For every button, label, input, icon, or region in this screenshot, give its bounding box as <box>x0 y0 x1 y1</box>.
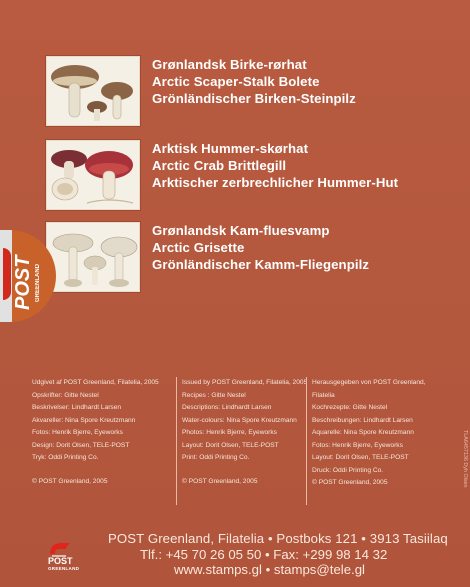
credit-line: Opskrifter: Gitte Nestel <box>32 391 99 399</box>
badge-post-text: POST <box>12 255 34 310</box>
badge-greenland-text: GREENLAND <box>35 263 41 302</box>
credits-english <box>176 377 308 505</box>
copyright-line: © POST Greenland, 2005 <box>312 479 388 486</box>
crab-brittlegill-illustration <box>46 140 140 210</box>
credit-line: Udgivet af POST Greenland, Filatelia, 2005 <box>32 379 159 386</box>
name-english: Arctic Scaper-Stalk Bolete <box>152 74 320 89</box>
footer-address: POST Greenland, Filatelia • Postboks 121 • 3913 Tasiilaq <box>108 531 448 546</box>
credit-line: Layout: Dorit Olsen, TELE-POST <box>312 454 409 461</box>
credit-line: Druck: Oddi Printing Co. <box>312 466 384 474</box>
credit-line: Design: Dorit Olsen, TELE-POST <box>32 441 130 449</box>
name-german: Arktischer zerbrechlicher Hummer-Hut <box>152 175 399 190</box>
credit-line: Recipes : Gitte Nestel <box>182 391 246 399</box>
credit-line: Layout: Dorit Olsen, TELE-POST <box>182 441 279 449</box>
credit-line: Aquarelle: Nina Spore Kreutzmann <box>312 429 414 436</box>
name-english: Arctic Crab Brittlegill <box>152 158 287 173</box>
grisette-names <box>152 222 462 273</box>
copyright-line: © POST Greenland, 2005 <box>182 477 258 485</box>
credit-line: Photos: Henrik Bjerre, Eyeworks <box>182 429 277 436</box>
birch-bolete-names <box>152 56 462 107</box>
crab-brittlegill-names <box>152 140 462 191</box>
name-english: Arctic Grisette <box>152 240 245 255</box>
credits-section <box>26 377 446 505</box>
logo-post-text: POST <box>48 556 73 566</box>
footer-web-email: www.stamps.gl • stamps@tele.gl <box>174 562 365 577</box>
mushroom-entry-grisette <box>46 222 376 292</box>
credit-line: Beschreibungen: Lindhardt Larsen <box>312 416 413 424</box>
credit-line: Filatelia <box>312 391 335 399</box>
print-code: TLA6457136 Dyh Olsen <box>462 430 468 488</box>
logo-greenland-text: GREENLAND <box>48 566 80 571</box>
credits-german <box>306 377 445 505</box>
credit-line: Herausgegeben von POST Greenland, <box>312 379 426 386</box>
name-german: Grönländischer Kamm-Fliegenpilz <box>152 257 370 272</box>
mushroom-entry-crab-brittlegill <box>46 140 399 210</box>
credits-danish <box>32 377 176 505</box>
credit-line: Kochrezepte: Gitte Nestel <box>312 404 388 411</box>
grisette-illustration <box>46 222 140 292</box>
credit-line: Akvareller: Nina Spore Kreutzmann <box>32 416 136 424</box>
birch-bolete-illustration <box>46 56 140 126</box>
credit-line: Beskrivelser: Lindhardt Larsen <box>32 404 122 411</box>
credit-line: Issued by POST Greenland, Filatelia, 2005 <box>182 379 308 386</box>
credit-line: Tryk: Oddi Printing Co. <box>32 454 99 461</box>
badge-ribbon-red <box>3 248 11 300</box>
contact-footer <box>108 531 448 578</box>
copyright-line: © POST Greenland, 2005 <box>32 477 108 485</box>
name-danish: Arktisk Hummer-skørhat <box>152 141 309 156</box>
footer-phone-fax: Tlf.: +45 70 26 05 50 • Fax: +299 98 14 32 <box>140 546 388 562</box>
name-danish: Grønlandsk Kam-fluesvamp <box>152 223 330 238</box>
credit-line: Fotos: Henrik Bjerre, Eyeworks <box>312 441 403 449</box>
credit-line: Print: Oddi Printing Co. <box>182 454 250 461</box>
credit-line: Fotos: Henrik Bjerre, Eyeworks <box>32 429 123 436</box>
credit-line: Descriptions: Lindhardt Larsen <box>182 404 272 411</box>
name-german: Grönländischer Birken-Steinpilz <box>152 91 356 106</box>
credit-line: Water-colours: Nina Spore Kreutzmann <box>182 416 297 424</box>
post-greenland-logo <box>46 540 82 584</box>
mushroom-entry-birch-bolete <box>46 56 376 126</box>
name-danish: Grønlandsk Birke-rørhat <box>152 57 307 72</box>
